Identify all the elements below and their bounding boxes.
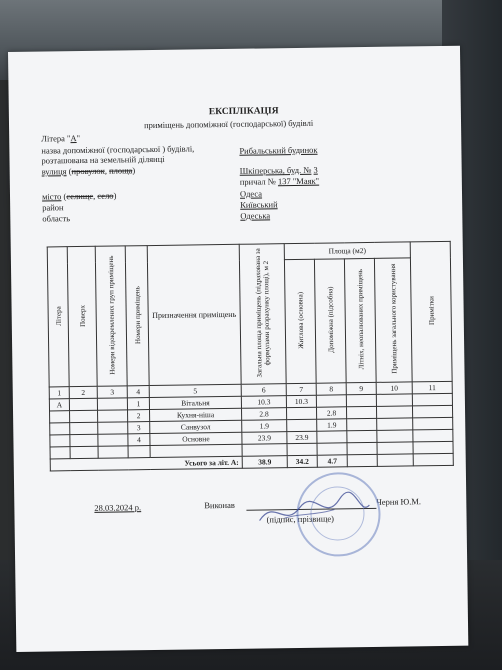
- cell-litera: [50, 423, 70, 435]
- cell-summer: [346, 406, 376, 418]
- header-group-no: Номери відокремлених груп приміщень: [95, 246, 127, 386]
- cell-total: 10.3: [241, 396, 286, 409]
- street-value-2: причал №: [239, 176, 276, 187]
- cell-room: 4: [128, 434, 150, 446]
- total-label: Усього за літ. А:: [50, 456, 242, 471]
- litera-line: [41, 133, 80, 144]
- column-number: 9: [346, 382, 376, 394]
- column-number: 5: [149, 384, 241, 397]
- executor-name: Черня Ю.М.: [376, 496, 422, 507]
- cell-living: 10.3: [286, 395, 316, 407]
- cell-common: [377, 430, 413, 443]
- street-value-3: 137 "Маяк": [277, 175, 320, 187]
- table-body: [49, 393, 453, 459]
- document-sheet: [8, 46, 468, 652]
- header-summer: Літніх, неопалюваних приміщень: [344, 258, 376, 382]
- cell-total: 2.8: [241, 408, 286, 421]
- header-poverh: Поверх: [67, 246, 97, 386]
- total-area: 38.9: [242, 456, 287, 469]
- city-struck-1: селище: [66, 190, 94, 202]
- cell-aux: 2.8: [316, 407, 346, 419]
- column-number: 8: [316, 383, 346, 395]
- street-struck-2: площа: [108, 165, 133, 176]
- cell-total: [242, 444, 287, 457]
- cell-aux: [317, 443, 347, 455]
- signature-label: (підпис, прізвище): [266, 513, 335, 525]
- litera-value: А: [70, 133, 77, 144]
- explication-table: [47, 241, 454, 472]
- cell-summer: [347, 442, 377, 454]
- cell-aux: 1.9: [317, 419, 347, 431]
- header-auxiliary: Допоміжна (підсобна): [314, 259, 346, 383]
- column-number: 1: [49, 387, 69, 399]
- street-value-num: 3: [313, 164, 318, 175]
- cell-group: [98, 434, 128, 446]
- column-number: 7: [286, 383, 316, 395]
- header-room-no: Номери приміщень: [125, 246, 149, 386]
- document-subtitle: приміщень допоміжної (господарської) будівлі: [143, 117, 314, 131]
- total-aux: 4.7: [317, 455, 347, 467]
- cell-common: [377, 442, 413, 455]
- document-title: ЕКСПЛІКАЦІЯ: [208, 106, 279, 118]
- street-value-line-2: [240, 176, 319, 187]
- cell-common: [377, 418, 413, 431]
- cell-group: [98, 446, 128, 458]
- header-litera: Літера: [47, 247, 69, 387]
- cell-poverh: [70, 422, 98, 434]
- cell-poverh: [70, 446, 98, 458]
- cell-litera: А: [49, 399, 69, 411]
- litera-close: ": [76, 133, 81, 144]
- cell-group: [97, 398, 127, 410]
- city-value: Одеса: [239, 188, 263, 199]
- total-notes: [413, 453, 453, 466]
- cell-purpose: Вітальня: [149, 396, 241, 409]
- column-number: 10: [376, 382, 412, 395]
- street-struck-1: провулок: [71, 165, 105, 177]
- cell-total: 1.9: [242, 420, 287, 433]
- cell-room: 2: [128, 410, 150, 422]
- cell-notes: [413, 441, 453, 454]
- cell-total: 23.9: [242, 432, 287, 445]
- cell-summer: [346, 394, 376, 406]
- cell-group: [98, 410, 128, 422]
- cell-litera: [50, 435, 70, 447]
- city-line: місто (селище, село): [41, 190, 117, 202]
- cell-notes: [412, 393, 452, 406]
- cell-notes: [413, 417, 453, 430]
- total-summer: [347, 454, 377, 466]
- cell-aux: [316, 395, 346, 407]
- cell-notes: [413, 429, 453, 442]
- header-living: Житлова (основна): [284, 259, 316, 383]
- region-value: Одеська: [240, 210, 271, 221]
- cell-group: [98, 422, 128, 434]
- column-number: 6: [241, 384, 286, 397]
- column-number: 11: [412, 381, 452, 394]
- column-number: 2: [69, 386, 97, 398]
- cell-poverh: [69, 398, 97, 410]
- region-label: область: [42, 213, 71, 224]
- cell-room: 3: [128, 422, 150, 434]
- header-purpose: Призначення приміщень: [147, 244, 241, 385]
- cell-notes: [412, 405, 452, 418]
- street-value-line: [240, 165, 318, 176]
- street-line: вулиця (провулок, площа): [41, 165, 136, 177]
- district-value: Київський: [240, 199, 278, 210]
- district-label: район: [42, 202, 64, 213]
- cell-room: 1: [127, 398, 149, 410]
- cell-living: [287, 443, 317, 455]
- header-notes: Примітки: [410, 241, 452, 382]
- name-label-1: назва допоміжної (господарської ) будівлі,: [41, 143, 195, 156]
- handwritten-signature: [254, 487, 375, 539]
- cell-purpose: Основне: [150, 432, 242, 445]
- header-total-area: Загальна площа приміщень (підрахована за формулами розрахунку площі), м 2: [239, 244, 286, 385]
- footer-date: 28.03.2024 р.: [94, 502, 142, 513]
- cell-litera: [50, 447, 70, 459]
- cell-purpose: Санвузол: [150, 420, 242, 433]
- column-number: 3: [97, 386, 127, 398]
- cell-living: 23.9: [287, 431, 317, 443]
- street-label: вулиця: [41, 166, 67, 177]
- cell-poverh: [70, 410, 98, 422]
- name-label-2: розташована на земельній ділянці: [41, 153, 165, 166]
- total-living: 34.2: [287, 455, 317, 467]
- cell-common: [376, 406, 412, 419]
- cell-aux: [317, 431, 347, 443]
- city-struck-2: село: [97, 190, 114, 201]
- cell-purpose: Кухня-ніша: [150, 408, 242, 421]
- total-common: [377, 454, 413, 467]
- cell-poverh: [70, 434, 98, 446]
- street-value-1: Шкіперська, буд. №: [239, 164, 312, 176]
- cell-summer: [347, 418, 377, 430]
- cell-living: [286, 407, 316, 419]
- city-label: місто: [41, 191, 62, 202]
- litera-label: Літера ": [41, 133, 71, 144]
- cell-living: [287, 419, 317, 431]
- cell-summer: [347, 430, 377, 442]
- header-area-group: Площа (м2): [284, 242, 410, 260]
- cell-litera: [50, 411, 70, 423]
- cell-room: [128, 446, 150, 458]
- name-value: Рибальський будинок: [239, 144, 318, 156]
- column-number: 4: [127, 386, 149, 398]
- executor-label: Виконав: [204, 499, 235, 511]
- header-common: Приміщень загального користування: [374, 258, 412, 382]
- cell-common: [376, 394, 412, 407]
